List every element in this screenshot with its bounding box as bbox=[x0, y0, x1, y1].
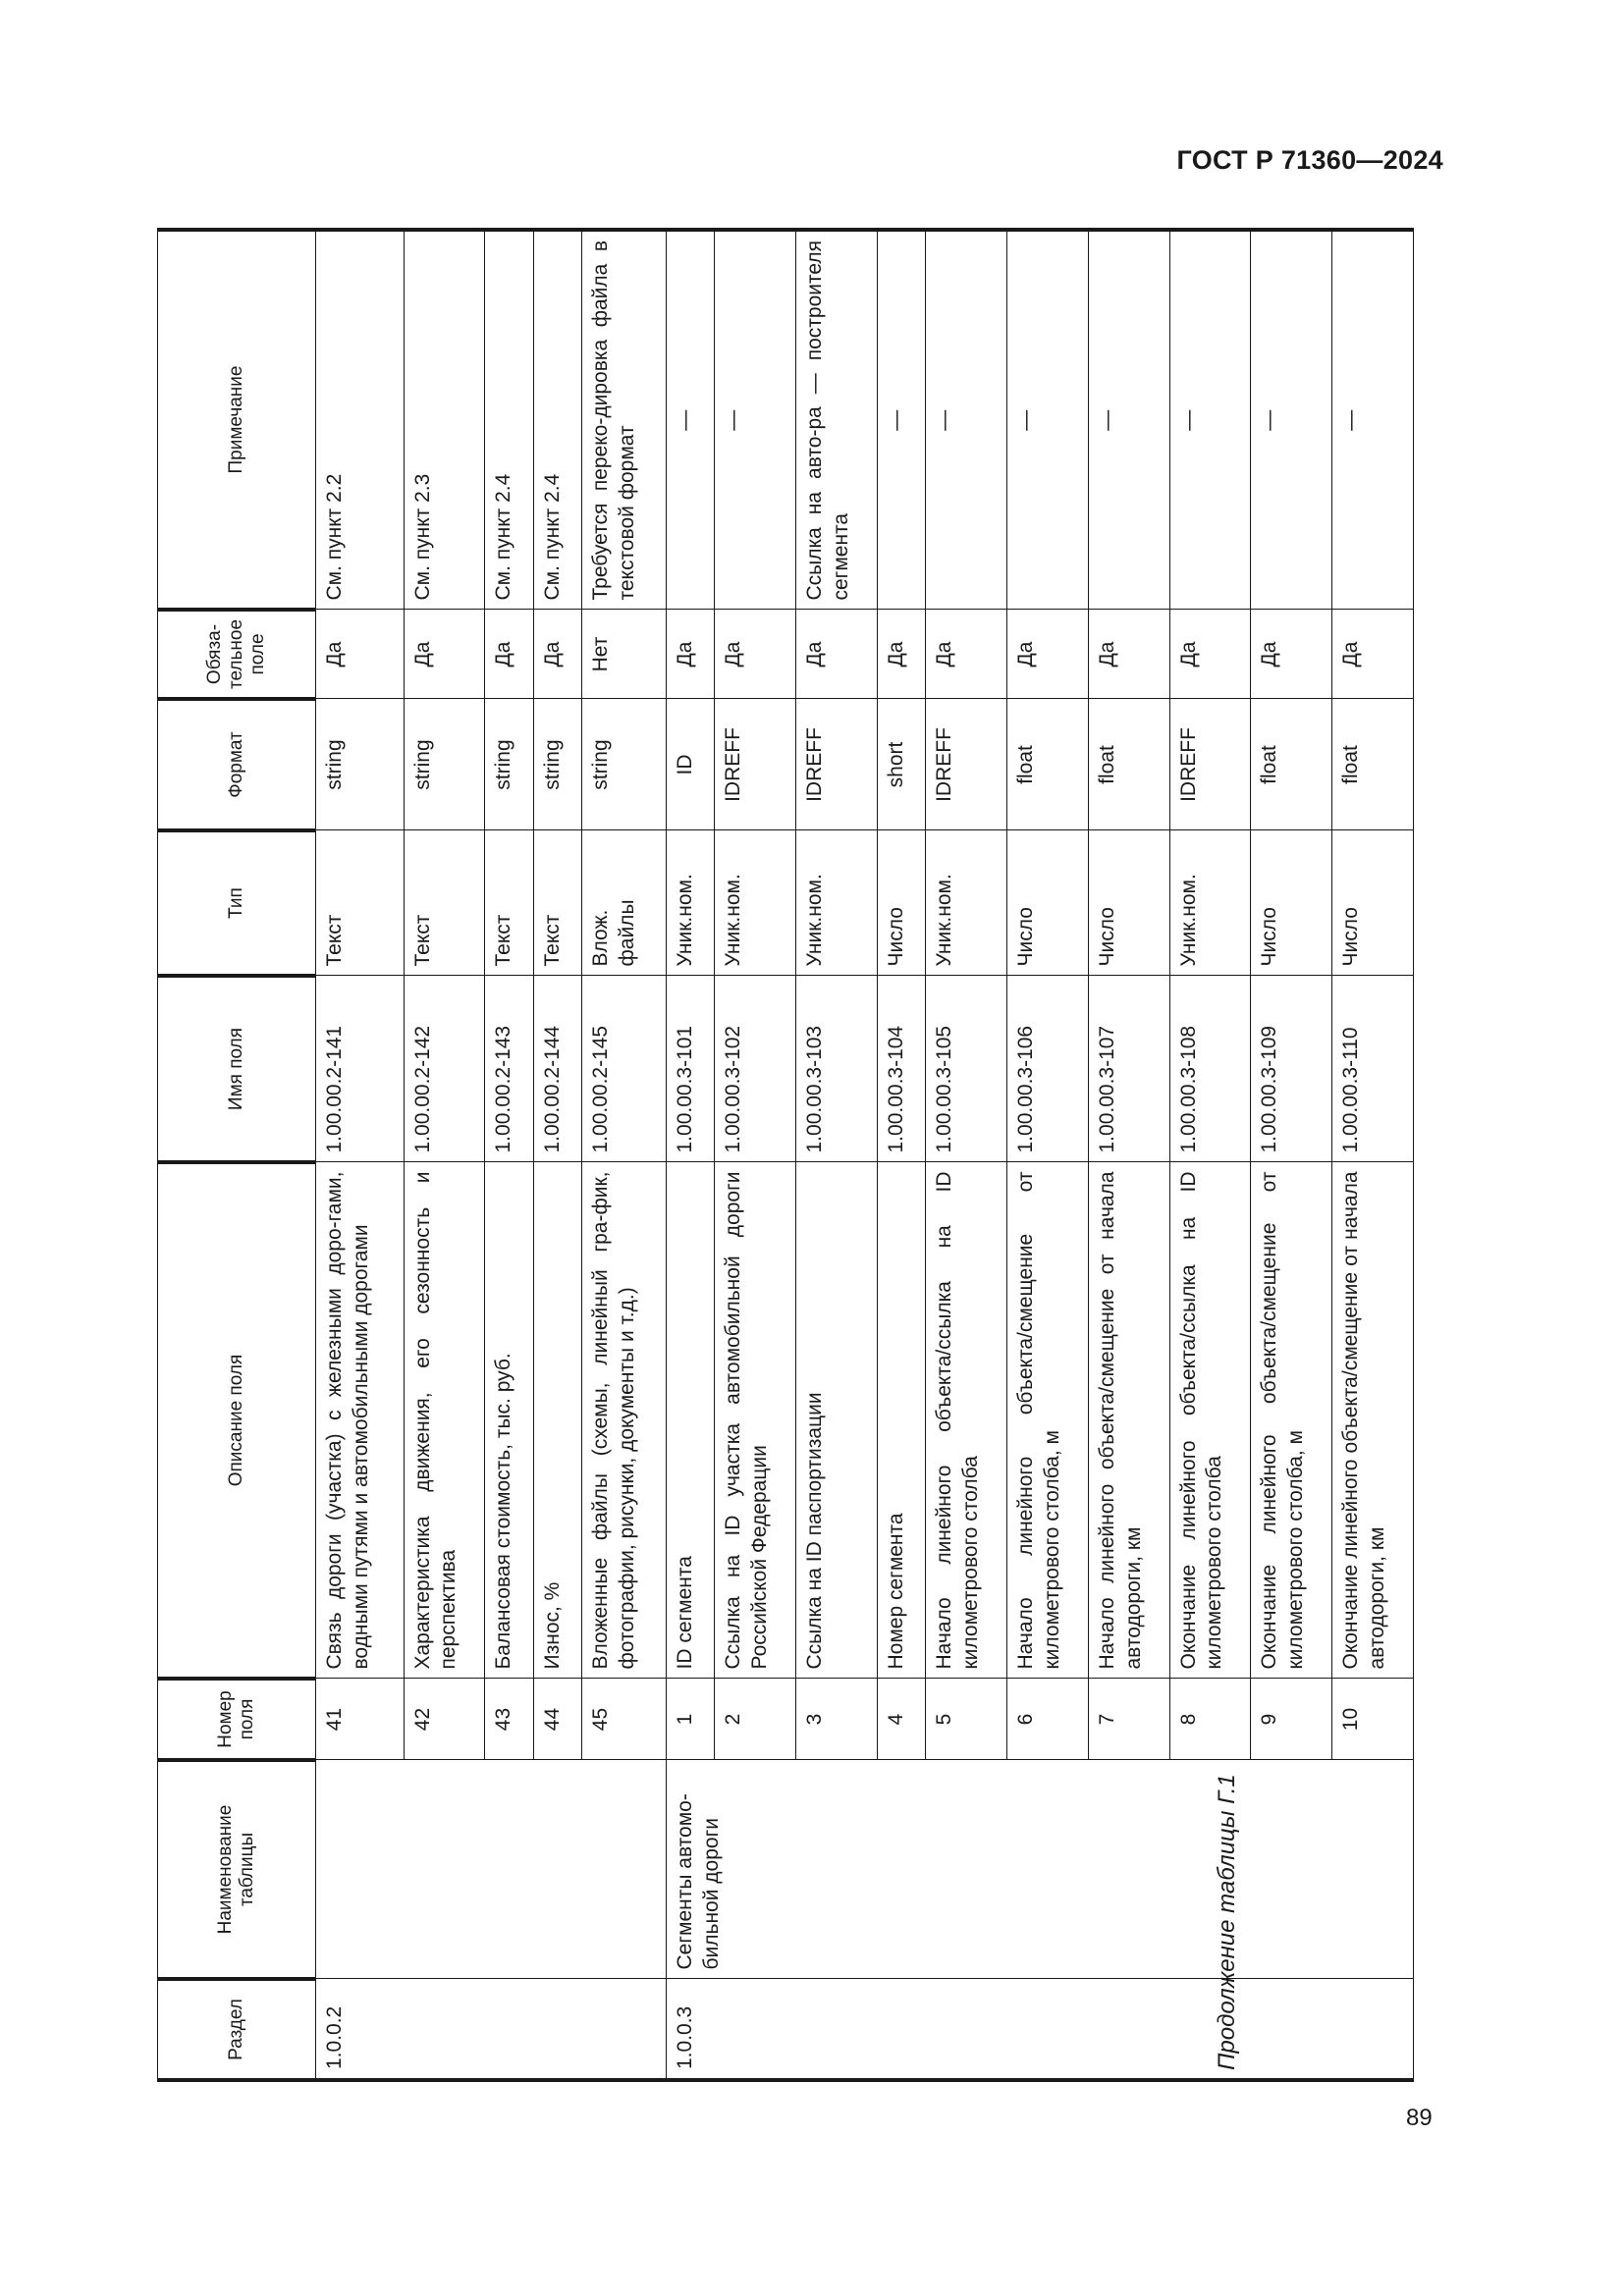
cell-field-name: 1.00.00.3-104 bbox=[877, 976, 925, 1162]
cell-field-name: 1.00.00.3-107 bbox=[1088, 976, 1169, 1162]
cell-field-type: Число bbox=[1007, 830, 1089, 976]
cell-field-description: Вложенные файлы (схемы, линейный гра-фик, фотографии, рисунки, документы и т.д.) bbox=[582, 1162, 667, 1679]
cell-note: Требуется переко-дировка файла в текстовой формат bbox=[582, 230, 667, 610]
cell-note: — bbox=[1088, 230, 1169, 610]
col-header-field-description: Описание поля bbox=[158, 1162, 316, 1679]
cell-field-format: IDREFF bbox=[1169, 699, 1251, 830]
cell-field-description: Окончание линейного объекта/смещение от начала автодороги, км bbox=[1332, 1162, 1414, 1679]
cell-field-type: Текст bbox=[404, 830, 485, 976]
cell-note: — bbox=[877, 230, 925, 610]
standard-number: ГОСТ Р 71360—2024 bbox=[1176, 145, 1443, 175]
cell-field-format: short bbox=[877, 699, 925, 830]
cell-field-format: float bbox=[1088, 699, 1169, 830]
cell-required: Да bbox=[877, 610, 925, 699]
cell-field-number: 41 bbox=[316, 1679, 404, 1760]
table-row bbox=[316, 230, 404, 2080]
cell-table-name bbox=[316, 1760, 667, 1979]
cell-field-format: string bbox=[404, 699, 485, 830]
cell-field-name: 1.00.00.2-142 bbox=[404, 976, 485, 1162]
cell-field-name: 1.00.00.3-109 bbox=[1251, 976, 1332, 1162]
cell-field-number: 43 bbox=[485, 1679, 533, 1760]
cell-field-type: Уник.ном. bbox=[796, 830, 878, 976]
cell-field-type: Число bbox=[1088, 830, 1169, 976]
cell-field-description: ID сегмента bbox=[666, 1162, 714, 1679]
cell-field-format: float bbox=[1332, 699, 1414, 830]
cell-field-number: 5 bbox=[926, 1679, 1007, 1760]
cell-note: См. пункт 2.3 bbox=[404, 230, 485, 610]
cell-field-number: 1 bbox=[666, 1679, 714, 1760]
cell-field-format: string bbox=[582, 699, 667, 830]
cell-field-name: 1.00.00.2-141 bbox=[316, 976, 404, 1162]
cell-field-type: Уник.ном. bbox=[926, 830, 1007, 976]
cell-field-name: 1.00.00.3-110 bbox=[1332, 976, 1414, 1162]
header-row bbox=[158, 230, 316, 2080]
cell-field-name: 1.00.00.3-105 bbox=[926, 976, 1007, 1162]
cell-required: Да bbox=[1088, 610, 1169, 699]
cell-field-type: Число bbox=[1332, 830, 1414, 976]
col-header-field-name: Имя поля bbox=[158, 976, 316, 1162]
cell-field-name: 1.00.00.2-144 bbox=[533, 976, 581, 1162]
cell-field-description: Окончание линейного объекта/смещение от километрового столба, м bbox=[1251, 1162, 1332, 1679]
cell-field-name: 1.00.00.3-106 bbox=[1007, 976, 1089, 1162]
col-header-field-number: Номер поля bbox=[158, 1679, 316, 1760]
cell-field-type: Число bbox=[1251, 830, 1332, 976]
cell-note: Ссылка на авто-ра — построителя сегмента bbox=[796, 230, 878, 610]
cell-required: Да bbox=[1332, 610, 1414, 699]
cell-required: Да bbox=[316, 610, 404, 699]
cell-field-description: Начало линейного объекта/смещение от километрового столба, м bbox=[1007, 1162, 1089, 1679]
cell-note: — bbox=[1169, 230, 1251, 610]
cell-required: Да bbox=[926, 610, 1007, 699]
cell-field-type: Текст bbox=[485, 830, 533, 976]
cell-field-description: Окончание линейного объекта/ссылка на ID километрового столба bbox=[1169, 1162, 1251, 1679]
cell-field-description: Ссылка на ID паспортизации bbox=[796, 1162, 878, 1679]
col-header-required: Обяза- тельное поле bbox=[158, 610, 316, 699]
cell-required: Да bbox=[1007, 610, 1089, 699]
cell-field-format: IDREFF bbox=[796, 699, 878, 830]
cell-field-format: IDREFF bbox=[926, 699, 1007, 830]
table-body bbox=[158, 230, 1414, 2080]
cell-field-number: 6 bbox=[1007, 1679, 1089, 1760]
cell-section: 1.0.0.3 bbox=[666, 1979, 1413, 2080]
cell-field-description: Балансовая стоимость, тыс. руб. bbox=[485, 1162, 533, 1679]
cell-field-description: Износ, % bbox=[533, 1162, 581, 1679]
cell-field-name: 1.00.00.3-103 bbox=[796, 976, 878, 1162]
cell-field-number: 3 bbox=[796, 1679, 878, 1760]
cell-field-name: 1.00.00.2-145 bbox=[582, 976, 667, 1162]
cell-field-format: string bbox=[533, 699, 581, 830]
col-header-field-type: Тип bbox=[158, 830, 316, 976]
cell-field-number: 8 bbox=[1169, 1679, 1251, 1760]
cell-note: См. пункт 2.4 bbox=[533, 230, 581, 610]
cell-field-format: float bbox=[1007, 699, 1089, 830]
cell-field-type: Уник.ном. bbox=[715, 830, 796, 976]
cell-required: Да bbox=[666, 610, 714, 699]
cell-required: Да bbox=[1169, 610, 1251, 699]
col-header-field-format: Формат bbox=[158, 699, 316, 830]
cell-field-number: 42 bbox=[404, 1679, 485, 1760]
cell-required: Да bbox=[533, 610, 581, 699]
table-row bbox=[666, 230, 714, 2080]
cell-field-description: Ссылка на ID участка автомобильной дороги Российской Федерации bbox=[715, 1162, 796, 1679]
cell-field-name: 1.00.00.3-108 bbox=[1169, 976, 1251, 1162]
cell-table-name: Сегменты автомо-бильной дороги bbox=[666, 1760, 1413, 1979]
cell-field-description: Характеристика движения, его сезонность и перспектива bbox=[404, 1162, 485, 1679]
cell-field-number: 2 bbox=[715, 1679, 796, 1760]
cell-required: Да bbox=[1251, 610, 1332, 699]
cell-field-type: Число bbox=[877, 830, 925, 976]
cell-field-format: string bbox=[485, 699, 533, 830]
page-number: 89 bbox=[1406, 2105, 1433, 2131]
cell-field-format: ID bbox=[666, 699, 714, 830]
cell-field-format: IDREFF bbox=[715, 699, 796, 830]
cell-required: Да bbox=[715, 610, 796, 699]
cell-field-number: 10 bbox=[1332, 1679, 1414, 1760]
cell-note: — bbox=[666, 230, 714, 610]
cell-field-name: 1.00.00.3-102 bbox=[715, 976, 796, 1162]
cell-field-type: Уник.ном. bbox=[666, 830, 714, 976]
col-header-note: Примечание bbox=[158, 230, 316, 610]
cell-note: — bbox=[926, 230, 1007, 610]
cell-note: — bbox=[1007, 230, 1089, 610]
cell-field-type: Текст bbox=[316, 830, 404, 976]
fields-table bbox=[157, 228, 1414, 2082]
cell-note: См. пункт 2.2 bbox=[316, 230, 404, 610]
col-header-section: Раздел bbox=[158, 1979, 316, 2080]
cell-field-description: Начало линейного объекта/ссылка на ID километрового столба bbox=[926, 1162, 1007, 1679]
cell-field-description: Связь дороги (участка) с железными доро-гами, водными путями и автомобильными дорогами bbox=[316, 1162, 404, 1679]
cell-field-number: 45 bbox=[582, 1679, 667, 1760]
cell-field-type: Текст bbox=[533, 830, 581, 976]
cell-field-name: 1.00.00.2-143 bbox=[485, 976, 533, 1162]
table-caption: Продолжение таблицы Г.1 bbox=[1214, 1774, 1240, 2070]
cell-field-number: 9 bbox=[1251, 1679, 1332, 1760]
cell-field-format: string bbox=[316, 699, 404, 830]
cell-field-type: Влож. файлы bbox=[582, 830, 667, 976]
cell-field-number: 4 bbox=[877, 1679, 925, 1760]
cell-note: — bbox=[1332, 230, 1414, 610]
cell-field-type: Уник.ном. bbox=[1169, 830, 1251, 976]
cell-note: См. пункт 2.4 bbox=[485, 230, 533, 610]
rotated-table-wrapper bbox=[157, 232, 1414, 2082]
cell-field-number: 7 bbox=[1088, 1679, 1169, 1760]
cell-field-number: 44 bbox=[533, 1679, 581, 1760]
cell-required: Нет bbox=[582, 610, 667, 699]
cell-note: — bbox=[715, 230, 796, 610]
col-header-table-name: Наименование таблицы bbox=[158, 1760, 316, 1979]
cell-required: Да bbox=[485, 610, 533, 699]
cell-field-description: Начало линейного объекта/смещение от начала автодороги, км bbox=[1088, 1162, 1169, 1679]
cell-field-name: 1.00.00.3-101 bbox=[666, 976, 714, 1162]
cell-required: Да bbox=[404, 610, 485, 699]
cell-field-format: float bbox=[1251, 699, 1332, 830]
cell-note: — bbox=[1251, 230, 1332, 610]
cell-field-description: Номер сегмента bbox=[877, 1162, 925, 1679]
cell-section: 1.0.0.2 bbox=[316, 1979, 667, 2080]
cell-required: Да bbox=[796, 610, 878, 699]
